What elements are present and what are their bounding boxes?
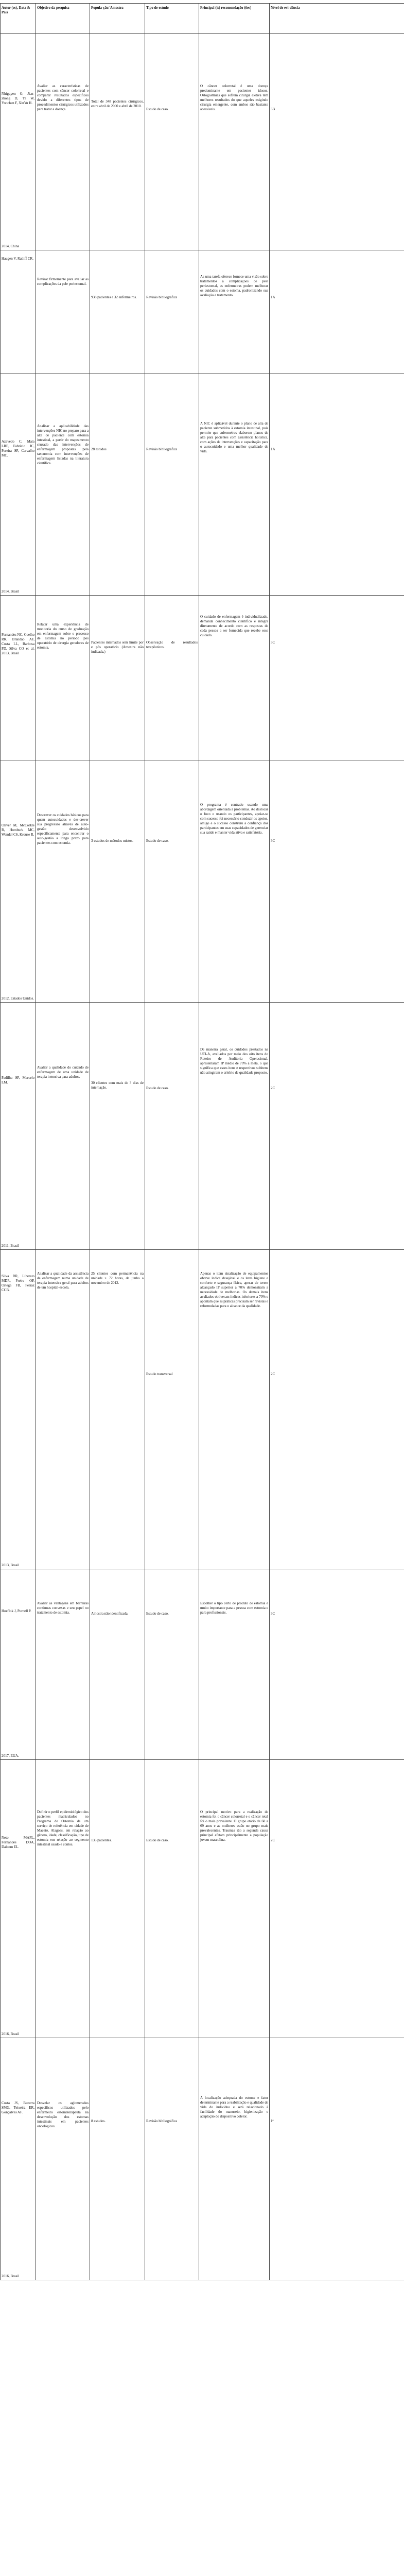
objetivo-text: Relatar uma experiência de monitoria do curso de graduação em enfermagem sobre o processo de estomia no período pós operatório de cirurgia geradores de estomia. <box>37 622 89 650</box>
table-row <box>1 1569 404 1760</box>
recomendacao-text: Apenas o item sinalização de equipamentos obteve índice desejável e os itens higiene e conforto e segurança física, apesar de terem alcançado IP superior a 70% demonstram a necessidade de melhorias. Os demais itens avaliados obtiveram índices inferiores a 70% e apontam que as práticas precisam ser revistas e reformuladas para o alcance da qualidade. <box>200 1272 268 1308</box>
autor-year: 2017, EUA. <box>2 1754 19 1758</box>
autor-year: 2016, Brasil <box>2 2274 20 2278</box>
autor-text: Oliver M, McCorkle R, Homburk MC, Wendel CS, Krouse R. <box>2 823 34 837</box>
objetivo-text: Analisar a aplicabilidade das intervenções NIC no preparo para a alta de paciente com estomia intestinal, a partir do mapeamento cruzado das intervenções de enfermagem propostas pela taxonomia com intervenções de enfermagem listadas na literatura científica. <box>37 424 89 465</box>
cell-autor <box>1 1569 36 1760</box>
autor-text: Costa JS, Bezerra SMG, Teixeira ER, Gonçalves AF. <box>2 2101 34 2114</box>
cell-tipo <box>145 1569 199 1760</box>
cell-recomendacao <box>199 596 270 760</box>
nivel-text: 3C <box>271 640 275 645</box>
objetivo-text: Avaliar as características de pacientes com câncer colorretal e comparar resultados específicos devido a diferentes tipos de procedimentos cirúrgicos utilizados para tratar a doença. <box>37 84 89 111</box>
recomendacao-text: De maneira geral, os cuidados prestados na UTI-A, avaliados por meio dos oito itens do Roteiro de Auditoria Operacional, apresentaram IP médio de 70% a meta, o que significa que esses itens e respectivos subitens não atingiram o critério de qualidade proposto. <box>200 1047 268 1075</box>
tipo-text: Observação de resultados terapêuticos. <box>146 640 198 649</box>
cell-autor <box>1 596 36 760</box>
recomendacao-text: As uma tarefa oferece fornece uma visão sobre tratamentos a complicações de pele periestomal, as enfermeiras podem melhorar os cuidados com o estoma, padronizando sua avaliação e tratamento. <box>200 275 268 297</box>
cell-tipo <box>145 250 199 374</box>
cell-objetivo <box>36 1760 90 2038</box>
objetivo-text: Analisar a qualidade da assistência de enfermagem numa unidade de terapia intensiva geral para adultos de um hospital-escola. <box>37 1272 89 1290</box>
cell-objetivo <box>36 374 90 596</box>
cell-populacao <box>90 34 145 250</box>
cell-tipo <box>145 1003 199 1250</box>
cell-populacao <box>90 250 145 374</box>
cell-recomendacao <box>199 2038 270 2280</box>
cell-nivel <box>270 1569 404 1760</box>
cell-objetivo <box>36 596 90 760</box>
objetivo-text: Definir o perfil epidemiológico dos pacientes matriculados no Programa de Ostomia de um serviço de referência em cidade de Maceió, Alagoas, em relação ao gênero, idade, classificação, tipo de estomia em relação ao segmento intestinal usado e contos. <box>37 1810 89 1846</box>
autor-text: Padilha SP, Marcelo LM. <box>2 1076 34 1084</box>
autor-text: Silva RR, Liberato MDR, Freire OP, Ortega FB, Ferraz CCB. <box>2 1274 34 1292</box>
autor-year: 2014, Brasil <box>2 589 20 594</box>
nivel-text: 2C <box>271 1838 275 1842</box>
cell-autor <box>1 34 36 250</box>
cell-populacao <box>90 374 145 596</box>
cell-recomendacao <box>199 760 270 1003</box>
table-row <box>1 760 404 1003</box>
cell-tipo <box>145 596 199 760</box>
populacao-text: 3 estudos de métodos mistos. <box>91 839 133 843</box>
autor-year: 2016, Brasil <box>2 2032 20 2036</box>
cell-objetivo <box>36 1003 90 1250</box>
cell-tipo <box>145 1760 199 2038</box>
autor-year: 2012, Estados Unidos. <box>2 996 34 1001</box>
autor-text: Nhiguyen G, Jian-zhong D, Ya W, Yonchen F, XinYu H. <box>2 92 34 105</box>
recomendacao-text: O principal motivo para a realização de estomia foi o câncer colorretal e o câncer retal foi o mais prevalente. O grupo etário de 60 a 69 anos e as mulheres estão no grupo mais prevalecentes. Traumas são a segunda causa principal afetam principalmente a população jovem masculina. <box>200 1810 268 1842</box>
autor-year: 2013, Brasil <box>2 1563 20 1567</box>
cell-populacao <box>90 1569 145 1760</box>
autor-text: Neto MAFL, Fernandes DOA, Dalcom EL. <box>2 1836 34 1849</box>
table-row <box>1 250 404 374</box>
table-row <box>1 1760 404 2038</box>
cell-autor <box>1 760 36 1003</box>
populacao-text: 8 estudos. <box>91 2119 106 2123</box>
tipo-text: Revisão bibliográfica <box>146 447 178 451</box>
objetivo-text: Descrever os cuidados básicos para quem autocuidados e des-crever sua progressão através de auto-gestão desenvolvido especificamente para encontrar o auto-gestão a longo prazo para pacientes com estomia. <box>37 813 89 845</box>
literature-review-table <box>0 3 404 2280</box>
autor-text: Hoeflok J, Purnell P. <box>2 1609 31 1613</box>
cell-tipo <box>145 1250 199 1569</box>
nivel-text: 2C <box>271 1372 275 1376</box>
autor-year: 2014, China <box>2 244 20 248</box>
populacao-text: Pacientes internados sem limite por e pós operatório (Amostra não indicada.) <box>91 640 144 654</box>
autor-text: Haugen V, Ratliff CR. <box>2 257 34 261</box>
nivel-text: 3C <box>271 1612 275 1616</box>
cell-nivel <box>270 760 404 1003</box>
cell-nivel <box>270 596 404 760</box>
nivel-text: 1A <box>271 447 275 451</box>
cell-recomendacao <box>199 1760 270 2038</box>
cell-recomendacao <box>199 374 270 596</box>
cell-recomendacao <box>199 1003 270 1250</box>
autor-year: 2011, Brasil <box>2 1244 19 1248</box>
cell-objetivo <box>36 2038 90 2280</box>
header-populacao: Popula-ção/ Amostra <box>90 4 145 34</box>
recomendacao-text: O programa é centrado usando uma abordagem orientada à problemas. Ao deslocar o foco e usando os participantes, apoiar-se com sucesso foi necessário conduzir os apoios, amigo e o sucesso construiu a confiança dos participantes em suas capacidades de gerenciar sua saúde e manter vida ativa e satisfatória. <box>200 803 268 835</box>
objetivo-text: Avaliar a qualidade do cuidado de enfermagem de uma unidade de terapia intensiva para adultos. <box>37 1065 89 1079</box>
cell-nivel <box>270 1250 404 1569</box>
cell-populacao <box>90 1250 145 1569</box>
cell-nivel <box>270 1760 404 2038</box>
populacao-text: Amostra não identificada. <box>91 1612 129 1616</box>
cell-recomendacao <box>199 34 270 250</box>
table-row <box>1 34 404 250</box>
recomendacao-text: O câncer colorretal é uma doença predominante em pacientes idosos. Ostogostmias que sofrem cirurgia eletiva têm melhores resultados do que aqueles exigindo cirurgia emergente, com ambos são bastante acessíveis. <box>200 84 268 111</box>
cell-autor <box>1 1250 36 1569</box>
nivel-text: 3B <box>271 107 275 111</box>
cell-recomendacao <box>199 250 270 374</box>
populacao-text: 938 pacientes e 32 enfermeiros. <box>91 295 137 299</box>
autor-text: Azevedo C, Mata LRF, Fabrício JC, Pereira SP, Carvalho MC. <box>2 439 34 457</box>
cell-objetivo <box>36 34 90 250</box>
cell-autor <box>1 2038 36 2280</box>
tipo-text: Estudo de caso. <box>146 1838 169 1842</box>
cell-autor <box>1 250 36 374</box>
cell-populacao <box>90 2038 145 2280</box>
cell-tipo <box>145 760 199 1003</box>
autor-text: Fernandes NC, Coelho RR, Brandão AF, Costa LL, Barbosa PD, Silva CO et al. 2013, Brasil <box>2 633 34 655</box>
cell-recomendacao <box>199 1250 270 1569</box>
recomendacao-text: O cuidado de enfermagem é individualizado, demanda conhecimento científico e integra diretamente de acordo com as respostas de cada pessoa a ser fornecida que recebe esse cuidado. <box>200 615 268 637</box>
tipo-text: Estudo transversal <box>146 1372 173 1376</box>
populacao-text: 28 estudos <box>91 447 107 451</box>
cell-objetivo <box>36 760 90 1003</box>
nivel-text: 1A <box>271 295 275 299</box>
populacao-text: 135 pacientes. <box>91 1838 112 1842</box>
table-row <box>1 1250 404 1569</box>
cell-nivel <box>270 374 404 596</box>
recomendacao-text: A NIC é aplicável durante o plano de alta de paciente submetidos à estomia intestinal, pois permite que enfermeiros elaborem planos de alta para pacientes com assistência holística, com ações de intervenções e capacitação para o autocuidado e uma melhor qualidade de vida. <box>200 421 268 453</box>
cell-nivel <box>270 34 404 250</box>
cell-nivel <box>270 250 404 374</box>
objetivo-text: Avaliar as vantagens em barreiras contínuas convexas e seu papel no tratamento de estomia. <box>37 1601 89 1615</box>
cell-nivel <box>270 2038 404 2280</box>
cell-objetivo <box>36 1250 90 1569</box>
cell-autor <box>1 1760 36 2038</box>
cell-populacao <box>90 596 145 760</box>
header-objetivo: Objetivo da pesquisa <box>36 4 90 34</box>
tipo-text: Estudo de caso. <box>146 839 169 843</box>
nivel-text: 2C <box>271 1086 275 1090</box>
cell-tipo <box>145 34 199 250</box>
cell-tipo <box>145 374 199 596</box>
nivel-text: 3C <box>271 839 275 843</box>
cell-objetivo <box>36 250 90 374</box>
cell-populacao <box>90 1003 145 1250</box>
cell-populacao <box>90 760 145 1003</box>
tipo-text: Revisão bibliográfica <box>146 2119 178 2123</box>
cell-populacao <box>90 1760 145 2038</box>
objetivo-text: Desvelar os aglomerados específicos utilizados pelo enfermeiro estomaterapeuta na desenvolução dos estomas intestinais em pacientes oncológicos. <box>37 2101 89 2128</box>
table-header-row <box>1 4 404 34</box>
recomendacao-text: Escolher o tipo certo de produto de estomia é muito importante para a pessoa com estomia e para profissionais. <box>200 1601 268 1615</box>
cell-nivel <box>270 1003 404 1250</box>
recomendacao-text: A localização adequada do estoma e fator determinante para a reabilitação e qualidade de vida do indivíduo e será relacionado à facilidade do manuseio, higienização e adaptação do dispositivo coletor. <box>200 2096 268 2119</box>
table-row <box>1 2038 404 2280</box>
tipo-text: Estudo de caso. <box>146 1612 169 1616</box>
table-row <box>1 1003 404 1250</box>
objetivo-text: Revisar firmemente para avaliar as complicações da pele periestomal. <box>37 277 89 286</box>
tipo-text: Estudo de caso. <box>146 107 169 111</box>
header-tipo: Tipo de estudo <box>145 4 199 34</box>
cell-tipo <box>145 2038 199 2280</box>
table-row <box>1 374 404 596</box>
populacao-text: 25 clientes com permanência na unidade ≥ 72 horas, de junho a novembro de 2012. <box>91 1272 144 1285</box>
cell-recomendacao <box>199 1569 270 1760</box>
header-recomendacao: Principal (is) recomendação (ões) <box>199 4 270 34</box>
tipo-text: Revisão bibliográfica <box>146 295 178 299</box>
tipo-text: Estudo de caso. <box>146 1086 169 1090</box>
nivel-text: 1ª <box>271 2119 274 2123</box>
populacao-text: Total de 348 pacientes cirúrgicos, entre abril de 2000 e abril de 2010. <box>91 99 144 108</box>
cell-autor <box>1 1003 36 1250</box>
header-nivel: Nível de evi-dência <box>270 4 404 34</box>
header-autor: Autor (es), Data & País <box>1 4 36 34</box>
populacao-text: 30 clientes com mais de 3 dias de internação. <box>91 1081 144 1090</box>
cell-autor <box>1 374 36 596</box>
table-row <box>1 596 404 760</box>
cell-objetivo <box>36 1569 90 1760</box>
